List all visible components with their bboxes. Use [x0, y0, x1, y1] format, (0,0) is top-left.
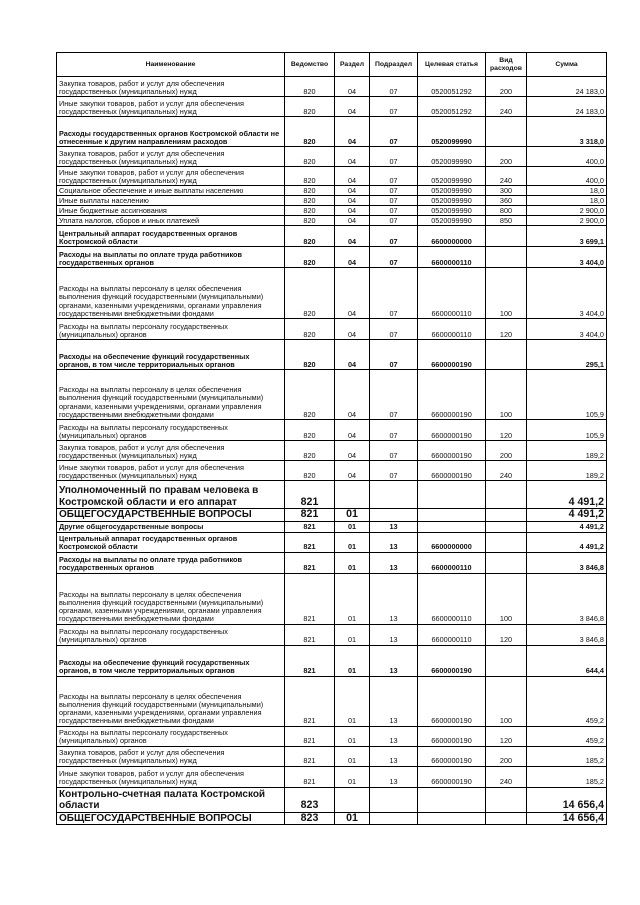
row-name: Иные выплаты населению — [57, 196, 285, 206]
row-subsection: 07 — [370, 247, 418, 268]
row-department: 820 — [285, 226, 335, 247]
row-target-article: 6600000190 — [418, 676, 486, 726]
row-name: Закупка товаров, работ и услуг для обеспечения государственных (муниципальных) нужд — [57, 147, 285, 167]
row-expense-type: 240 — [486, 461, 527, 481]
row-name: Расходы на выплаты персоналу государственных (муниципальных) органов — [57, 319, 285, 340]
row-section: 04 — [335, 226, 370, 247]
row-expense-type — [486, 812, 527, 825]
row-subsection: 07 — [370, 319, 418, 340]
row-amount: 2 900,0 — [527, 206, 607, 216]
header-row — [57, 53, 607, 77]
row-amount: 189,2 — [527, 461, 607, 481]
row-section: 01 — [335, 509, 370, 522]
row-subsection: 07 — [370, 97, 418, 117]
row-subsection: 07 — [370, 268, 418, 319]
row-department: 820 — [285, 340, 335, 370]
row-target-article — [418, 481, 486, 509]
row-subsection: 07 — [370, 206, 418, 216]
row-department: 820 — [285, 247, 335, 268]
row-amount: 2 900,0 — [527, 216, 607, 226]
table-row — [57, 746, 607, 766]
row-amount: 400,0 — [527, 147, 607, 167]
row-amount: 18,0 — [527, 186, 607, 196]
table-row — [57, 340, 607, 370]
table-row — [57, 420, 607, 441]
row-department: 820 — [285, 196, 335, 206]
row-amount: 4 491,2 — [527, 521, 607, 532]
row-amount: 3 846,8 — [527, 552, 607, 573]
row-name: Расходы на выплаты персоналу государственных (муниципальных) органов — [57, 420, 285, 441]
row-target-article: 0520099990 — [418, 147, 486, 167]
row-expense-type: 100 — [486, 676, 527, 726]
row-expense-type: 850 — [486, 216, 527, 226]
row-section: 01 — [335, 521, 370, 532]
row-target-article: 0520099990 — [418, 167, 486, 186]
row-department: 820 — [285, 117, 335, 147]
table-row — [57, 268, 607, 319]
row-subsection: 07 — [370, 461, 418, 481]
row-expense-type: 100 — [486, 573, 527, 624]
row-target-article: 0520099990 — [418, 117, 486, 147]
row-section: 04 — [335, 268, 370, 319]
row-target-article: 6600000110 — [418, 268, 486, 319]
table-row — [57, 196, 607, 206]
row-subsection: 07 — [370, 441, 418, 461]
row-expense-type: 100 — [486, 268, 527, 319]
row-department: 823 — [285, 812, 335, 825]
row-expense-type — [486, 481, 527, 509]
row-section: 04 — [335, 97, 370, 117]
row-department: 823 — [285, 787, 335, 812]
table-body — [57, 77, 607, 825]
row-subsection: 13 — [370, 532, 418, 552]
row-subsection: 07 — [370, 420, 418, 441]
header-expense-type: Вид расходов — [486, 53, 527, 77]
row-name: Контрольно-счетная палата Костромской области — [57, 787, 285, 812]
row-target-article: 0520051292 — [418, 77, 486, 97]
row-target-article: 0520099990 — [418, 196, 486, 206]
row-subsection — [370, 481, 418, 509]
row-section: 04 — [335, 247, 370, 268]
row-name: Иные бюджетные ассигнования — [57, 206, 285, 216]
row-target-article: 6600000190 — [418, 746, 486, 766]
row-department: 820 — [285, 206, 335, 216]
table-row — [57, 117, 607, 147]
row-department: 820 — [285, 167, 335, 186]
header-name: Наименование — [57, 53, 285, 77]
header-amount: Сумма — [527, 53, 607, 77]
table-row — [57, 812, 607, 825]
table-row — [57, 532, 607, 552]
row-amount: 3 318,0 — [527, 117, 607, 147]
row-department: 821 — [285, 552, 335, 573]
row-target-article — [418, 787, 486, 812]
row-name: Расходы на выплаты по оплате труда работников государственных органов — [57, 552, 285, 573]
table-row — [57, 676, 607, 726]
row-section: 01 — [335, 624, 370, 645]
table-row — [57, 247, 607, 268]
row-section: 04 — [335, 370, 370, 420]
table-row — [57, 226, 607, 247]
row-section: 01 — [335, 812, 370, 825]
row-amount: 3 404,0 — [527, 247, 607, 268]
row-subsection — [370, 509, 418, 522]
row-name: Расходы на обеспечение функций государственных органов, в том числе территориальных органов — [57, 645, 285, 676]
row-section: 01 — [335, 726, 370, 746]
row-subsection: 07 — [370, 216, 418, 226]
row-target-article: 6600000190 — [418, 340, 486, 370]
row-target-article: 0520099990 — [418, 216, 486, 226]
row-subsection — [370, 787, 418, 812]
table-row — [57, 167, 607, 186]
row-target-article: 6600000110 — [418, 319, 486, 340]
table-row — [57, 726, 607, 746]
row-expense-type: 300 — [486, 186, 527, 196]
row-target-article — [418, 812, 486, 825]
row-expense-type: 120 — [486, 726, 527, 746]
row-subsection: 07 — [370, 196, 418, 206]
header-section: Раздел — [335, 53, 370, 77]
row-section: 04 — [335, 206, 370, 216]
row-department: 820 — [285, 319, 335, 340]
row-subsection: 13 — [370, 552, 418, 573]
table-row — [57, 370, 607, 420]
row-amount: 189,2 — [527, 441, 607, 461]
row-department: 821 — [285, 573, 335, 624]
row-section: 01 — [335, 573, 370, 624]
row-name: Закупка товаров, работ и услуг для обеспечения государственных (муниципальных) нужд — [57, 441, 285, 461]
row-target-article: 6600000190 — [418, 645, 486, 676]
row-expense-type: 240 — [486, 167, 527, 186]
row-target-article: 0520099990 — [418, 186, 486, 196]
row-expense-type: 120 — [486, 624, 527, 645]
row-subsection: 13 — [370, 624, 418, 645]
row-department: 821 — [285, 726, 335, 746]
row-subsection: 13 — [370, 766, 418, 787]
row-target-article: 6600000190 — [418, 370, 486, 420]
row-expense-type — [486, 521, 527, 532]
row-amount: 185,2 — [527, 766, 607, 787]
row-target-article: 6600000190 — [418, 726, 486, 746]
row-amount: 3 404,0 — [527, 319, 607, 340]
header-subsection: Подраздел — [370, 53, 418, 77]
row-expense-type: 200 — [486, 441, 527, 461]
row-amount: 459,2 — [527, 676, 607, 726]
row-name: Расходы на выплаты персоналу в целях обеспечения выполнения функций государственными (муниципальными) органами, казенными учреждениями, органами управления государственными внебюджетными фондами — [57, 370, 285, 420]
row-department: 821 — [285, 509, 335, 522]
row-name: Уполномоченный по правам человека в Костромской области и его аппарат — [57, 481, 285, 509]
row-name: Расходы на выплаты персоналу в целях обеспечения выполнения функций государственными (муниципальными) органами, казенными учреждениями, органами управления государственными внебюджетными фондами — [57, 573, 285, 624]
row-target-article — [418, 521, 486, 532]
table-row — [57, 573, 607, 624]
row-department: 820 — [285, 370, 335, 420]
table-row — [57, 521, 607, 532]
table-row — [57, 319, 607, 340]
row-expense-type: 200 — [486, 746, 527, 766]
row-subsection: 07 — [370, 167, 418, 186]
row-amount: 105,9 — [527, 420, 607, 441]
row-target-article: 6600000190 — [418, 766, 486, 787]
row-amount: 4 491,2 — [527, 532, 607, 552]
row-department: 820 — [285, 268, 335, 319]
row-section: 04 — [335, 186, 370, 196]
table-row — [57, 624, 607, 645]
table-row — [57, 441, 607, 461]
row-department: 821 — [285, 624, 335, 645]
table-row — [57, 461, 607, 481]
row-target-article: 6600000000 — [418, 532, 486, 552]
table-row — [57, 147, 607, 167]
row-department: 820 — [285, 77, 335, 97]
row-name: Закупка товаров, работ и услуг для обеспечения государственных (муниципальных) нужд — [57, 746, 285, 766]
row-expense-type: 200 — [486, 147, 527, 167]
row-section: 01 — [335, 676, 370, 726]
row-section: 04 — [335, 147, 370, 167]
row-name: Центральный аппарат государственных органов Костромской области — [57, 532, 285, 552]
table-row — [57, 787, 607, 812]
row-expense-type: 200 — [486, 77, 527, 97]
row-name: Расходы на выплаты персоналу в целях обеспечения выполнения функций государственными (муниципальными) органами, казенными учреждениями, органами управления государственными внебюджетными фондами — [57, 676, 285, 726]
row-department: 820 — [285, 420, 335, 441]
row-target-article: 6600000110 — [418, 573, 486, 624]
row-expense-type: 120 — [486, 319, 527, 340]
row-amount: 3 846,8 — [527, 624, 607, 645]
row-subsection: 13 — [370, 676, 418, 726]
row-subsection: 07 — [370, 226, 418, 247]
row-amount: 295,1 — [527, 340, 607, 370]
table-row — [57, 645, 607, 676]
row-amount: 24 183,0 — [527, 97, 607, 117]
table-row — [57, 216, 607, 226]
row-department: 821 — [285, 521, 335, 532]
budget-table — [56, 52, 607, 825]
table-row — [57, 77, 607, 97]
row-subsection — [370, 812, 418, 825]
row-target-article: 6600000000 — [418, 226, 486, 247]
row-subsection: 07 — [370, 147, 418, 167]
row-department: 821 — [285, 481, 335, 509]
row-section: 04 — [335, 196, 370, 206]
row-amount: 14 656,4 — [527, 787, 607, 812]
row-department: 821 — [285, 532, 335, 552]
row-department: 820 — [285, 216, 335, 226]
row-name: Иные закупки товаров, работ и услуг для обеспечения государственных (муниципальных) нужд — [57, 167, 285, 186]
row-amount: 4 491,2 — [527, 509, 607, 522]
row-name: Расходы на выплаты персоналу государственных (муниципальных) органов — [57, 624, 285, 645]
row-department: 821 — [285, 746, 335, 766]
row-amount: 3 846,8 — [527, 573, 607, 624]
row-expense-type — [486, 532, 527, 552]
row-section — [335, 787, 370, 812]
row-expense-type — [486, 226, 527, 247]
row-name: Другие общегосударственные вопросы — [57, 521, 285, 532]
row-section: 01 — [335, 746, 370, 766]
row-amount: 459,2 — [527, 726, 607, 746]
row-subsection: 07 — [370, 370, 418, 420]
row-subsection: 07 — [370, 117, 418, 147]
row-amount: 105,9 — [527, 370, 607, 420]
row-section: 01 — [335, 552, 370, 573]
header-department: Ведомство — [285, 53, 335, 77]
row-subsection: 07 — [370, 77, 418, 97]
row-section: 04 — [335, 216, 370, 226]
row-section: 04 — [335, 420, 370, 441]
table-row — [57, 552, 607, 573]
row-section — [335, 481, 370, 509]
row-amount: 14 656,4 — [527, 812, 607, 825]
row-expense-type — [486, 247, 527, 268]
row-name: Центральный аппарат государственных органов Костромской области — [57, 226, 285, 247]
table-row — [57, 186, 607, 196]
table-row — [57, 766, 607, 787]
row-target-article: 6600000110 — [418, 552, 486, 573]
row-subsection: 07 — [370, 186, 418, 196]
row-name: Расходы на обеспечение функций государственных органов, в том числе территориальных органов — [57, 340, 285, 370]
row-subsection: 13 — [370, 521, 418, 532]
row-expense-type: 360 — [486, 196, 527, 206]
row-name: Расходы на выплаты по оплате труда работников государственных органов — [57, 247, 285, 268]
row-name: Расходы государственных органов Костромской области не отнесенные к другим направлениям расходов — [57, 117, 285, 147]
row-section: 04 — [335, 167, 370, 186]
row-section: 01 — [335, 766, 370, 787]
row-name: Иные закупки товаров, работ и услуг для обеспечения государственных (муниципальных) нужд — [57, 766, 285, 787]
table-row — [57, 206, 607, 216]
row-name: Расходы на выплаты персоналу государственных (муниципальных) органов — [57, 726, 285, 746]
row-target-article: 0520099990 — [418, 206, 486, 216]
row-section: 04 — [335, 340, 370, 370]
row-department: 820 — [285, 461, 335, 481]
row-subsection: 13 — [370, 746, 418, 766]
row-name: Иные закупки товаров, работ и услуг для обеспечения государственных (муниципальных) нужд — [57, 97, 285, 117]
row-section: 04 — [335, 319, 370, 340]
row-amount: 4 491,2 — [527, 481, 607, 509]
row-subsection: 13 — [370, 573, 418, 624]
row-section: 04 — [335, 461, 370, 481]
row-amount: 3 404,0 — [527, 268, 607, 319]
row-expense-type: 240 — [486, 766, 527, 787]
row-amount: 24 183,0 — [527, 77, 607, 97]
row-expense-type — [486, 645, 527, 676]
row-expense-type — [486, 787, 527, 812]
row-target-article: 6600000190 — [418, 420, 486, 441]
row-expense-type — [486, 340, 527, 370]
row-expense-type: 240 — [486, 97, 527, 117]
row-section: 01 — [335, 532, 370, 552]
row-expense-type: 800 — [486, 206, 527, 216]
table-row — [57, 481, 607, 509]
row-name: ОБЩЕГОСУДАРСТВЕННЫЕ ВОПРОСЫ — [57, 509, 285, 522]
row-amount: 644,4 — [527, 645, 607, 676]
row-amount: 185,2 — [527, 746, 607, 766]
row-target-article: 6600000190 — [418, 441, 486, 461]
row-department: 821 — [285, 645, 335, 676]
row-amount: 3 699,1 — [527, 226, 607, 247]
row-department: 821 — [285, 676, 335, 726]
row-department: 820 — [285, 441, 335, 461]
row-name: Расходы на выплаты персоналу в целях обеспечения выполнения функций государственными (муниципальными) органами, казенными учреждениями, органами управления государственными внебюджетными фондами — [57, 268, 285, 319]
row-expense-type: 100 — [486, 370, 527, 420]
table-row — [57, 97, 607, 117]
row-expense-type — [486, 552, 527, 573]
row-subsection: 13 — [370, 726, 418, 746]
row-target-article: 6600000110 — [418, 247, 486, 268]
row-target-article: 6600000190 — [418, 461, 486, 481]
row-name: ОБЩЕГОСУДАРСТВЕННЫЕ ВОПРОСЫ — [57, 812, 285, 825]
row-section: 01 — [335, 645, 370, 676]
row-expense-type — [486, 117, 527, 147]
row-section: 04 — [335, 441, 370, 461]
row-department: 820 — [285, 97, 335, 117]
row-section: 04 — [335, 77, 370, 97]
row-department: 821 — [285, 766, 335, 787]
row-expense-type — [486, 509, 527, 522]
row-name: Социальное обеспечение и иные выплаты населению — [57, 186, 285, 196]
row-name: Уплата налогов, сборов и иных платежей — [57, 216, 285, 226]
row-department: 820 — [285, 186, 335, 196]
row-department: 820 — [285, 147, 335, 167]
row-target-article: 0520051292 — [418, 97, 486, 117]
header-target-article: Целевая статья — [418, 53, 486, 77]
row-expense-type: 120 — [486, 420, 527, 441]
row-name: Иные закупки товаров, работ и услуг для обеспечения государственных (муниципальных) нужд — [57, 461, 285, 481]
row-section: 04 — [335, 117, 370, 147]
row-target-article — [418, 509, 486, 522]
row-amount: 18,0 — [527, 196, 607, 206]
row-target-article: 6600000110 — [418, 624, 486, 645]
row-subsection: 13 — [370, 645, 418, 676]
row-amount: 400,0 — [527, 167, 607, 186]
row-name: Закупка товаров, работ и услуг для обеспечения государственных (муниципальных) нужд — [57, 77, 285, 97]
table-row — [57, 509, 607, 522]
row-subsection: 07 — [370, 340, 418, 370]
